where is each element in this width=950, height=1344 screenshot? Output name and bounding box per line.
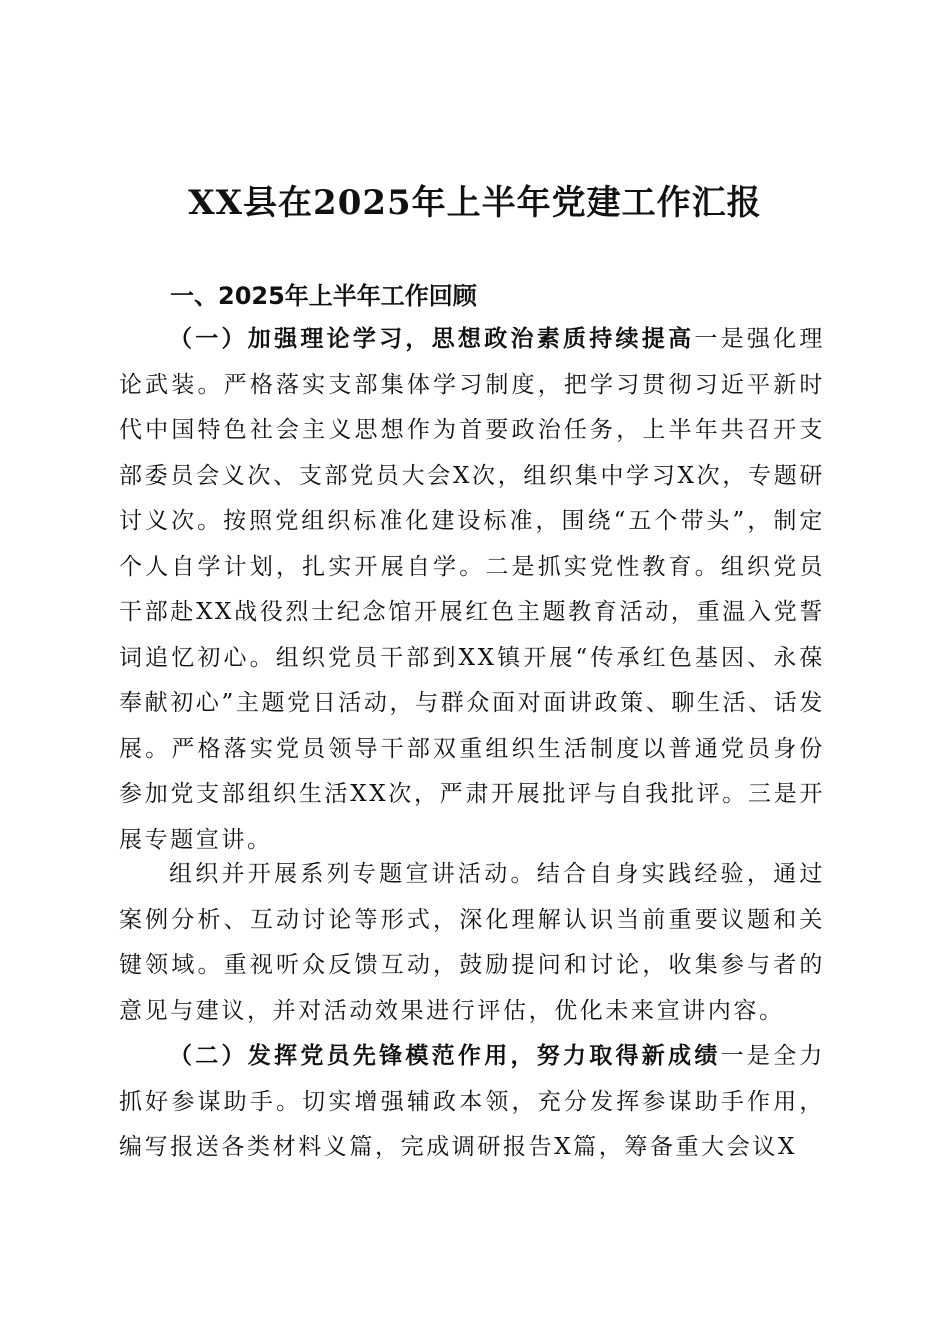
document-title: XX县在2025年上半年党建工作汇报 [188,183,762,223]
paragraph-theory-study-body: 一是强化理论武装。严格落实支部集体学习制度，把学习贯彻习近平新时代中国特色社会主义思想作为首要政治任务，上半年共召开支部委员会义次、支部党员大会X次，组织集中学习X次，专题研讨义次。按照党组织标准化建设标准，围绕“五个带头”，制定个人自学计划，扎实开展自学。二是抓实党性教育。组织党员干部赴XX战役烈士纪念馆开展红色主题教育活动，重温入党誓词追忆初心。组织党员干部到XX镇开展“传承红色基因、永葆奉献初心”主题党日活动，与群众面对面讲政策、聊生活、话发展。严格落实党员领导干部双重组织生活制度以普通党员身份参加党支部组织生活XX次，严肃开展批评与自我批评。三是开展专题宣讲。 [119,326,826,853]
subsection-heading-2: （二）发挥党员先锋模范作用，努力取得新成绩 [169,1042,721,1069]
section-heading: 一、2025年上半年工作回顾 [170,282,477,310]
subsection-heading-1: （一）加强理论学习，思想政治素质持续提高 [169,325,695,352]
paragraph-special-lectures: 组织并开展系列专题宣讲活动。结合自身实践经验，通过案例分析、互动讨论等形式，深化理解认识当前重要议题和关键领域。重视听众反馈互动，鼓励提问和讨论，收集参与者的意见与建议，并对活动效果进行评估，优化未来宣讲内容。 [119,861,825,1024]
paragraph-vanguard-role-body: 一是全力抓好参谋助手。切实增强辅政本领，充分发挥参谋助手作用，编写报送各类材料义篇，完成调研报告X篇，筹备重大会议X [119,1043,825,1160]
paragraph-vanguard-role [119,1033,825,1171]
paragraph-theory-study [119,316,825,863]
